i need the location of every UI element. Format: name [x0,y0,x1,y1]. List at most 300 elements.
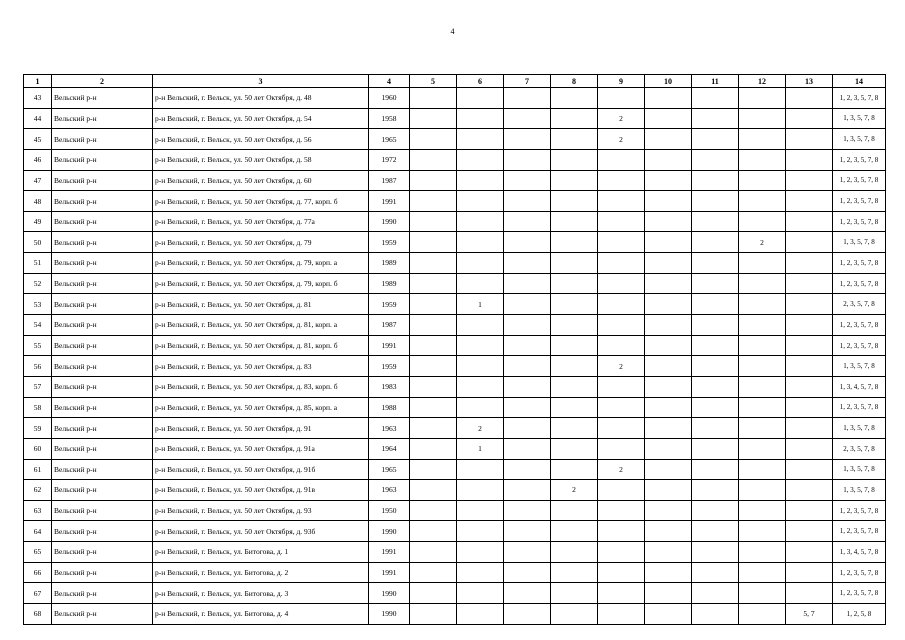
column-10-cell [645,191,692,212]
column-11-cell [692,294,739,315]
address-cell: р-н Вельский, г. Вельск, ул. 50 лет Октября, д. 85, корп. а [153,397,369,418]
column-5-cell [410,211,457,232]
column-10-cell [645,397,692,418]
column-6-cell [457,562,504,583]
table-row [24,583,886,604]
column-12-cell [739,253,786,274]
table-row [24,500,886,521]
column-11-cell [692,315,739,336]
column-7-cell [504,438,551,459]
column-8-cell [551,542,598,563]
column-9-cell [598,149,645,170]
column-13-cell: 5, 7 [786,604,833,625]
document-table [23,74,886,625]
year-cell: 1991 [369,335,410,356]
column-6-cell [457,232,504,253]
column-8-cell [551,397,598,418]
district-cell: Вельский р-н [52,438,153,459]
column-8-cell [551,418,598,439]
column-14-cell: 1, 2, 3, 5, 7, 8 [833,521,886,542]
row-number-cell: 47 [24,170,52,191]
column-14-cell: 1, 3, 4, 5, 7, 8 [833,542,886,563]
address-cell: р-н Вельский, г. Вельск, ул. 50 лет Октября, д. 83 [153,356,369,377]
column-7-cell [504,480,551,501]
column-11-cell [692,459,739,480]
column-10-cell [645,583,692,604]
column-7-cell [504,459,551,480]
column-11-cell [692,273,739,294]
column-8-cell [551,459,598,480]
district-cell: Вельский р-н [52,521,153,542]
column-12-cell: 2 [739,232,786,253]
address-cell: р-н Вельский, г. Вельск, ул. 50 лет Октября, д. 81, корп. а [153,315,369,336]
column-10-cell [645,149,692,170]
column-6-cell [457,376,504,397]
row-number-cell: 68 [24,604,52,625]
column-6-cell [457,211,504,232]
column-header: 7 [504,75,551,88]
column-9-cell [598,500,645,521]
column-10-cell [645,170,692,191]
table-row [24,191,886,212]
column-12-cell [739,211,786,232]
column-5-cell [410,88,457,109]
table-row [24,88,886,109]
column-11-cell [692,211,739,232]
year-cell: 1990 [369,521,410,542]
column-5-cell [410,273,457,294]
column-8-cell [551,232,598,253]
column-5-cell [410,253,457,274]
column-7-cell [504,562,551,583]
column-header: 8 [551,75,598,88]
column-12-cell [739,129,786,150]
column-11-cell [692,562,739,583]
table-row [24,542,886,563]
column-14-cell: 1, 3, 4, 5, 7, 8 [833,376,886,397]
district-cell: Вельский р-н [52,211,153,232]
table-header-row [24,75,886,88]
table-row [24,273,886,294]
row-number-cell: 60 [24,438,52,459]
column-7-cell [504,232,551,253]
address-cell: р-н Вельский, г. Вельск, ул. 50 лет Октября, д. 77, корп. б [153,191,369,212]
column-10-cell [645,211,692,232]
column-12-cell [739,459,786,480]
column-5-cell [410,149,457,170]
column-10-cell [645,500,692,521]
column-9-cell [598,294,645,315]
row-number-cell: 55 [24,335,52,356]
column-10-cell [645,562,692,583]
address-cell: р-н Вельский, г. Вельск, ул. 50 лет Октября, д. 79, корп. б [153,273,369,294]
column-14-cell: 1, 2, 5, 8 [833,604,886,625]
district-cell: Вельский р-н [52,232,153,253]
column-12-cell [739,335,786,356]
column-7-cell [504,583,551,604]
district-cell: Вельский р-н [52,129,153,150]
table-row [24,459,886,480]
column-14-cell: 1, 3, 5, 7, 8 [833,232,886,253]
column-14-cell: 1, 2, 3, 5, 7, 8 [833,335,886,356]
column-12-cell [739,397,786,418]
column-11-cell [692,418,739,439]
district-cell: Вельский р-н [52,108,153,129]
column-7-cell [504,170,551,191]
row-number-cell: 46 [24,149,52,170]
column-10-cell [645,294,692,315]
column-8-cell [551,129,598,150]
column-11-cell [692,356,739,377]
address-cell: р-н Вельский, г. Вельск, ул. 50 лет Октября, д. 93б [153,521,369,542]
column-12-cell [739,315,786,336]
column-5-cell [410,418,457,439]
column-9-cell [598,604,645,625]
column-5-cell [410,438,457,459]
column-14-cell: 1, 2, 3, 5, 7, 8 [833,562,886,583]
row-number-cell: 65 [24,542,52,563]
table-row [24,335,886,356]
table-row [24,129,886,150]
column-6-cell [457,88,504,109]
column-7-cell [504,604,551,625]
table-body [24,88,886,625]
column-9-cell: 2 [598,356,645,377]
year-cell: 1960 [369,88,410,109]
row-number-cell: 64 [24,521,52,542]
column-9-cell [598,335,645,356]
column-6-cell [457,315,504,336]
column-12-cell [739,376,786,397]
column-6-cell [457,542,504,563]
row-number-cell: 63 [24,500,52,521]
column-7-cell [504,315,551,336]
column-12-cell [739,88,786,109]
row-number-cell: 51 [24,253,52,274]
table-row [24,480,886,501]
column-10-cell [645,438,692,459]
column-10-cell [645,542,692,563]
column-12-cell [739,356,786,377]
column-6-cell [457,108,504,129]
table-row [24,521,886,542]
column-13-cell [786,397,833,418]
column-12-cell [739,542,786,563]
address-cell: р-н Вельский, г. Вельск, ул. 50 лет Октября, д. 93 [153,500,369,521]
column-10-cell [645,376,692,397]
column-11-cell [692,583,739,604]
column-7-cell [504,335,551,356]
row-number-cell: 50 [24,232,52,253]
address-cell: р-н Вельский, г. Вельск, ул. 50 лет Октября, д. 91б [153,459,369,480]
column-14-cell: 1, 3, 5, 7, 8 [833,459,886,480]
column-6-cell [457,253,504,274]
row-number-cell: 52 [24,273,52,294]
column-8-cell [551,500,598,521]
district-cell: Вельский р-н [52,88,153,109]
column-5-cell [410,521,457,542]
column-header: 2 [52,75,153,88]
column-5-cell [410,542,457,563]
column-13-cell [786,170,833,191]
column-8-cell [551,211,598,232]
district-cell: Вельский р-н [52,273,153,294]
column-7-cell [504,191,551,212]
year-cell: 1959 [369,356,410,377]
column-header: 11 [692,75,739,88]
column-10-cell [645,273,692,294]
column-5-cell [410,232,457,253]
column-14-cell: 1, 2, 3, 5, 7, 8 [833,583,886,604]
column-9-cell [598,232,645,253]
column-9-cell [598,211,645,232]
table-row [24,253,886,274]
column-7-cell [504,211,551,232]
column-11-cell [692,376,739,397]
column-11-cell [692,438,739,459]
column-6-cell [457,604,504,625]
column-14-cell: 2, 3, 5, 7, 8 [833,294,886,315]
district-cell: Вельский р-н [52,170,153,191]
column-13-cell [786,521,833,542]
column-11-cell [692,232,739,253]
row-number-cell: 53 [24,294,52,315]
column-5-cell [410,376,457,397]
row-number-cell: 45 [24,129,52,150]
column-14-cell: 1, 2, 3, 5, 7, 8 [833,170,886,191]
column-8-cell [551,521,598,542]
column-11-cell [692,170,739,191]
column-13-cell [786,480,833,501]
column-8-cell [551,191,598,212]
column-8-cell [551,315,598,336]
column-14-cell: 1, 2, 3, 5, 7, 8 [833,273,886,294]
column-9-cell [598,170,645,191]
column-5-cell [410,315,457,336]
column-14-cell: 1, 2, 3, 5, 7, 8 [833,191,886,212]
district-cell: Вельский р-н [52,294,153,315]
column-13-cell [786,438,833,459]
year-cell: 1958 [369,108,410,129]
column-12-cell [739,438,786,459]
column-8-cell [551,356,598,377]
column-13-cell [786,211,833,232]
column-9-cell [598,480,645,501]
column-5-cell [410,294,457,315]
table-row [24,356,886,377]
address-cell: р-н Вельский, г. Вельск, ул. 50 лет Октября, д. 81 [153,294,369,315]
row-number-cell: 48 [24,191,52,212]
year-cell: 1959 [369,232,410,253]
column-6-cell [457,583,504,604]
column-8-cell [551,253,598,274]
column-12-cell [739,521,786,542]
column-13-cell [786,253,833,274]
column-12-cell [739,170,786,191]
column-14-cell: 1, 2, 3, 5, 7, 8 [833,500,886,521]
district-cell: Вельский р-н [52,562,153,583]
column-8-cell [551,604,598,625]
column-12-cell [739,604,786,625]
column-10-cell [645,108,692,129]
column-7-cell [504,253,551,274]
column-12-cell [739,294,786,315]
year-cell: 1959 [369,294,410,315]
column-7-cell [504,418,551,439]
column-7-cell [504,500,551,521]
column-7-cell [504,521,551,542]
column-9-cell: 2 [598,129,645,150]
column-13-cell [786,149,833,170]
column-11-cell [692,253,739,274]
column-6-cell [457,129,504,150]
column-6-cell [457,149,504,170]
column-7-cell [504,397,551,418]
column-9-cell [598,397,645,418]
address-cell: р-н Вельский, г. Вельск, ул. 50 лет Октября, д. 54 [153,108,369,129]
column-14-cell: 1, 2, 3, 5, 7, 8 [833,88,886,109]
column-11-cell [692,335,739,356]
year-cell: 1991 [369,191,410,212]
address-cell: р-н Вельский, г. Вельск, ул. Битогова, д. 1 [153,542,369,563]
column-9-cell [598,191,645,212]
column-6-cell [457,356,504,377]
column-9-cell [598,376,645,397]
column-header: 6 [457,75,504,88]
address-cell: р-н Вельский, г. Вельск, ул. 50 лет Октября, д. 91а [153,438,369,459]
column-10-cell [645,129,692,150]
column-6-cell: 1 [457,438,504,459]
column-9-cell [598,88,645,109]
column-11-cell [692,542,739,563]
column-header: 14 [833,75,886,88]
column-11-cell [692,521,739,542]
column-5-cell [410,108,457,129]
column-13-cell [786,191,833,212]
column-8-cell [551,438,598,459]
column-10-cell [645,232,692,253]
column-9-cell [598,253,645,274]
column-5-cell [410,129,457,150]
column-5-cell [410,170,457,191]
column-7-cell [504,88,551,109]
column-10-cell [645,88,692,109]
column-13-cell [786,418,833,439]
address-cell: р-н Вельский, г. Вельск, ул. 50 лет Октября, д. 56 [153,129,369,150]
column-12-cell [739,191,786,212]
column-5-cell [410,335,457,356]
column-7-cell [504,294,551,315]
column-13-cell [786,108,833,129]
column-8-cell [551,149,598,170]
column-13-cell [786,583,833,604]
year-cell: 1963 [369,480,410,501]
column-8-cell [551,273,598,294]
column-header: 1 [24,75,52,88]
column-9-cell [598,521,645,542]
column-5-cell [410,397,457,418]
row-number-cell: 54 [24,315,52,336]
column-13-cell [786,562,833,583]
column-11-cell [692,500,739,521]
column-11-cell [692,480,739,501]
column-14-cell: 1, 3, 5, 7, 8 [833,418,886,439]
district-cell: Вельский р-н [52,604,153,625]
year-cell: 1964 [369,438,410,459]
column-6-cell [457,191,504,212]
column-5-cell [410,191,457,212]
column-9-cell [598,315,645,336]
row-number-cell: 62 [24,480,52,501]
district-cell: Вельский р-н [52,356,153,377]
column-11-cell [692,129,739,150]
column-8-cell [551,376,598,397]
column-13-cell [786,129,833,150]
column-6-cell: 1 [457,294,504,315]
district-cell: Вельский р-н [52,418,153,439]
address-cell: р-н Вельский, г. Вельск, ул. 50 лет Октября, д. 60 [153,170,369,191]
column-6-cell [457,170,504,191]
year-cell: 1983 [369,376,410,397]
column-7-cell [504,273,551,294]
year-cell: 1965 [369,459,410,480]
district-cell: Вельский р-н [52,459,153,480]
column-11-cell [692,108,739,129]
address-cell: р-н Вельский, г. Вельск, ул. Битогова, д. 2 [153,562,369,583]
column-5-cell [410,583,457,604]
column-8-cell [551,335,598,356]
column-header: 13 [786,75,833,88]
table-row [24,397,886,418]
column-11-cell [692,88,739,109]
column-11-cell [692,397,739,418]
table-row [24,294,886,315]
column-14-cell: 1, 3, 5, 7, 8 [833,356,886,377]
table-row [24,108,886,129]
column-6-cell [457,500,504,521]
column-7-cell [504,542,551,563]
column-13-cell [786,356,833,377]
column-header: 4 [369,75,410,88]
table-row [24,170,886,191]
column-10-cell [645,521,692,542]
address-cell: р-н Вельский, г. Вельск, ул. Битогова, д. 3 [153,583,369,604]
column-8-cell: 2 [551,480,598,501]
row-number-cell: 43 [24,88,52,109]
column-5-cell [410,356,457,377]
column-11-cell [692,191,739,212]
district-cell: Вельский р-н [52,191,153,212]
year-cell: 1990 [369,583,410,604]
column-13-cell [786,376,833,397]
district-cell: Вельский р-н [52,397,153,418]
column-9-cell [598,273,645,294]
column-14-cell: 1, 2, 3, 5, 7, 8 [833,211,886,232]
year-cell: 1988 [369,397,410,418]
column-header: 10 [645,75,692,88]
address-cell: р-н Вельский, г. Вельск, ул. 50 лет Октября, д. 48 [153,88,369,109]
column-7-cell [504,149,551,170]
column-13-cell [786,273,833,294]
table-row [24,315,886,336]
column-9-cell: 2 [598,459,645,480]
year-cell: 1950 [369,500,410,521]
year-cell: 1987 [369,315,410,336]
row-number-cell: 57 [24,376,52,397]
year-cell: 1972 [369,149,410,170]
page-number: 4 [450,27,455,36]
column-13-cell [786,88,833,109]
